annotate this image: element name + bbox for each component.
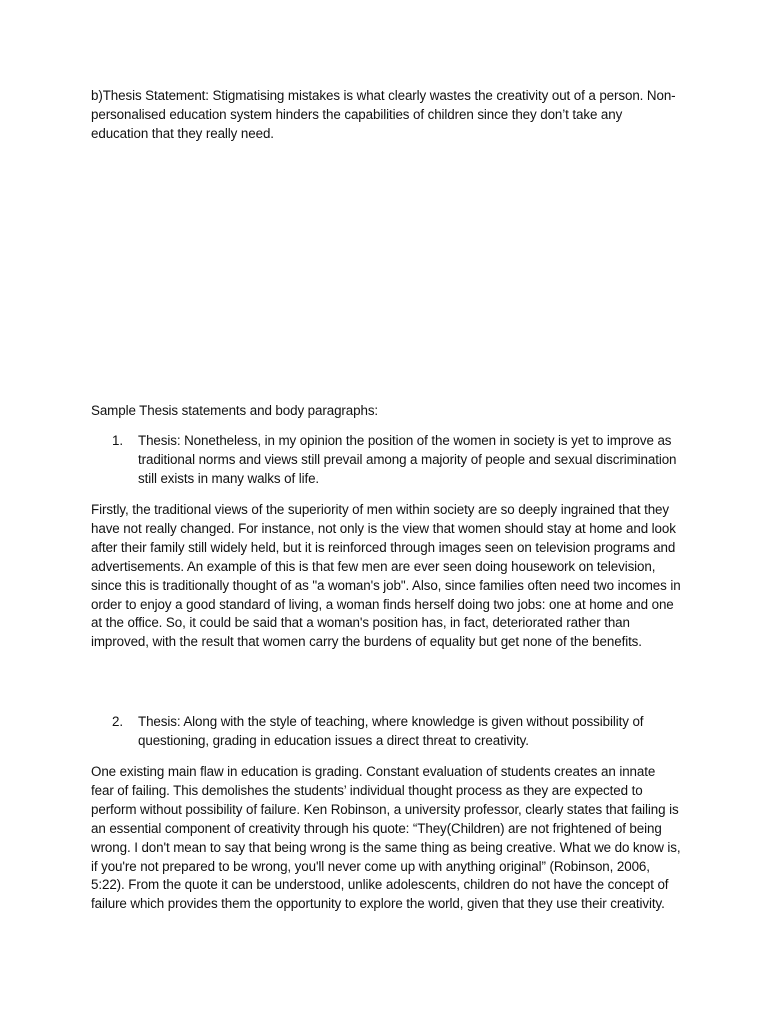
numbered-list-item	[112, 713, 682, 751]
thesis-text: Thesis: Along with the style of teaching, where knowledge is given without possibility of questioning, grading in education issues a direct threat to creativity.	[138, 714, 644, 748]
list-number: 1.	[112, 433, 123, 448]
thesis-statement-paragraph: b)Thesis Statement: Stigmatising mistakes is what clearly wastes the creativity out of a person. Non-personalised education system hinders the capabilities of children since they don’t take any education that they really need.	[91, 88, 676, 141]
body-paragraph: One existing main flaw in education is grading. Constant evaluation of students creates an innate fear of failing. This demolishes the students’ individual thought process as they are expected to perform without possibility of failure. Ken Robinson, a university professor, clearly states that failing is an essential component of creativity through his quote: “They(Children) are not frightened of being wrong. I don't mean to say that being wrong is the same thing as being creative. What we do know is, if you're not prepared to be wrong, you'll never come up with anything original” (Robinson, 2006, 5:22). From the quote it can be understood, unlike adolescents, children do not have the concept of failure which provides them the opportunity to explore the world, given that they use their creativity.	[91, 764, 681, 912]
list-number: 2.	[112, 714, 123, 729]
sample-thesis-heading: Sample Thesis statements and body paragraphs:	[91, 403, 379, 418]
body-paragraph: Firstly, the traditional views of the superiority of men within society are so deeply ingrained that they have not really changed. For instance, not only is the view that women should stay at home and look after their family still widely held, but it is reinforced through images seen on television programs and advertisements. An example of this is that few men are ever seen doing housework on television, since this is traditionally thought of as "a woman's job". Also, since families often need two incomes in order to enjoy a good standard of living, a woman finds herself doing two jobs: one at home and one at the office. So, it could be said that a woman's position has, in fact, deteriorated rather than improved, with the result that women carry the burdens of equality but get none of the benefits.	[91, 502, 681, 650]
thesis-text: Thesis: Nonetheless, in my opinion the position of the women in society is yet to improve as traditional norms and views still prevail among a majority of people and sexual discrimination still exists in many walks of life.	[138, 433, 677, 486]
numbered-list-item	[112, 432, 682, 489]
